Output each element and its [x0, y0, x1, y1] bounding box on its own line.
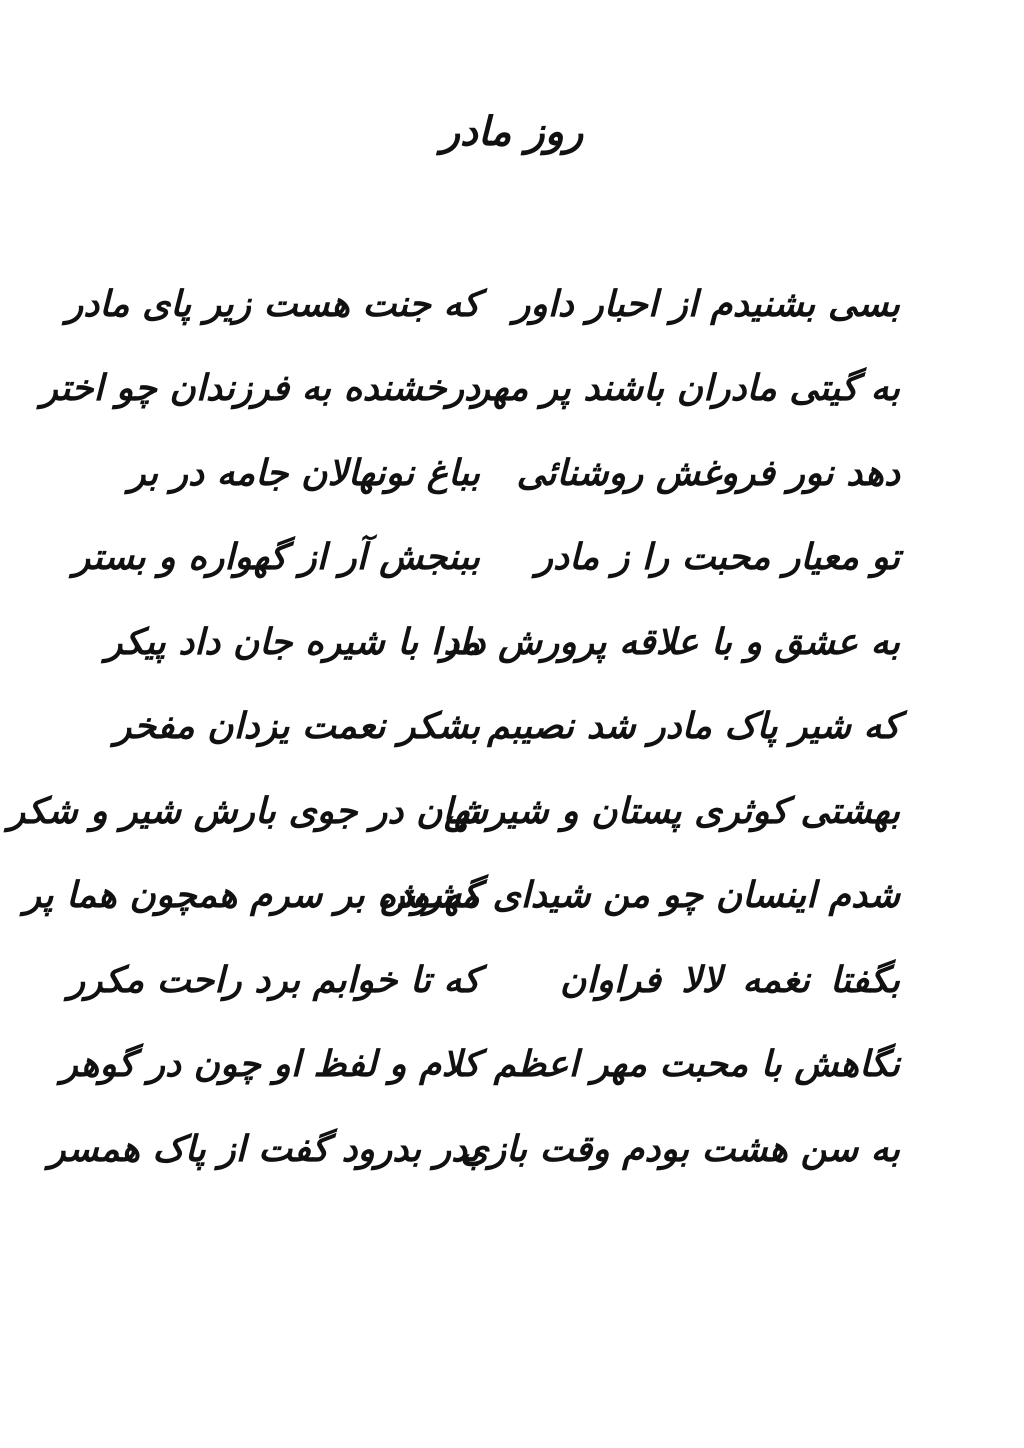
hemistich-second: بباغ نونهالان جامه در بر [128, 451, 480, 494]
hemistich-second: نهان در جوی بارش شیر و شکر [7, 789, 480, 832]
hemistich-second: بشکر نعمت یزدان مفخر [114, 705, 480, 748]
hemistich-second: کلام و لفظ او چون در گوهر [60, 1043, 480, 1086]
hemistich-first: بسی بشنیدم از احبار داور [513, 282, 900, 325]
hemistich-second: ببنجش آر از گهواره و بستر [72, 536, 480, 579]
hemistich-second: که تا خوابم برد راحت مکرر [67, 958, 480, 1001]
hemistich-first: بهشتی کوثری پستان و شیرش [443, 789, 900, 832]
hemistich-second: گشوده بر سرم همچون هما پر [23, 874, 480, 917]
hemistich-first: به گیتی مادران باشند پر مهر [472, 367, 900, 410]
couplet-8 [23, 854, 900, 939]
hemistich-first: که شیر پاک مادر شد نصیبم [487, 705, 900, 748]
hemistich-first: نگاهش با محبت مهر اعظم [493, 1043, 900, 1086]
hemistich-second: درخشنده به فرزندان چو اختر [40, 367, 480, 410]
poem-body [7, 262, 900, 1192]
couplet-3 [128, 431, 900, 516]
couplet-11 [48, 1107, 900, 1192]
couplet-5 [105, 600, 900, 685]
couplet-2 [40, 347, 900, 432]
couplet-9 [67, 938, 900, 1023]
couplet-1 [65, 262, 900, 347]
hemistich-first: بگفتا نغمه لالا فراوان [560, 958, 900, 1001]
hemistich-first: به عشق و با علاقه پرورش داد [443, 620, 900, 663]
hemistich-first: شدم اینسان چو من شیدای مهرش [380, 874, 900, 917]
hemistich-second: مرا با شیره جان داد پیکر [105, 620, 480, 663]
hemistich-first: دهد نور فروغش روشنائی [516, 451, 900, 494]
couplet-10 [60, 1023, 900, 1108]
hemistich-second: که جنت هست زیر پای مادر [65, 282, 480, 325]
couplet-4 [72, 516, 900, 601]
poem-title: روز مادر [440, 108, 584, 155]
couplet-6 [114, 685, 900, 770]
hemistich-second: پدر بدرود گفت از پاک همسر [48, 1127, 480, 1170]
hemistich-first: تو معیار محبت را ز مادر [535, 536, 900, 579]
hemistich-first: به سن هشت بودم وقت بازی [460, 1127, 900, 1170]
couplet-7 [7, 769, 900, 854]
